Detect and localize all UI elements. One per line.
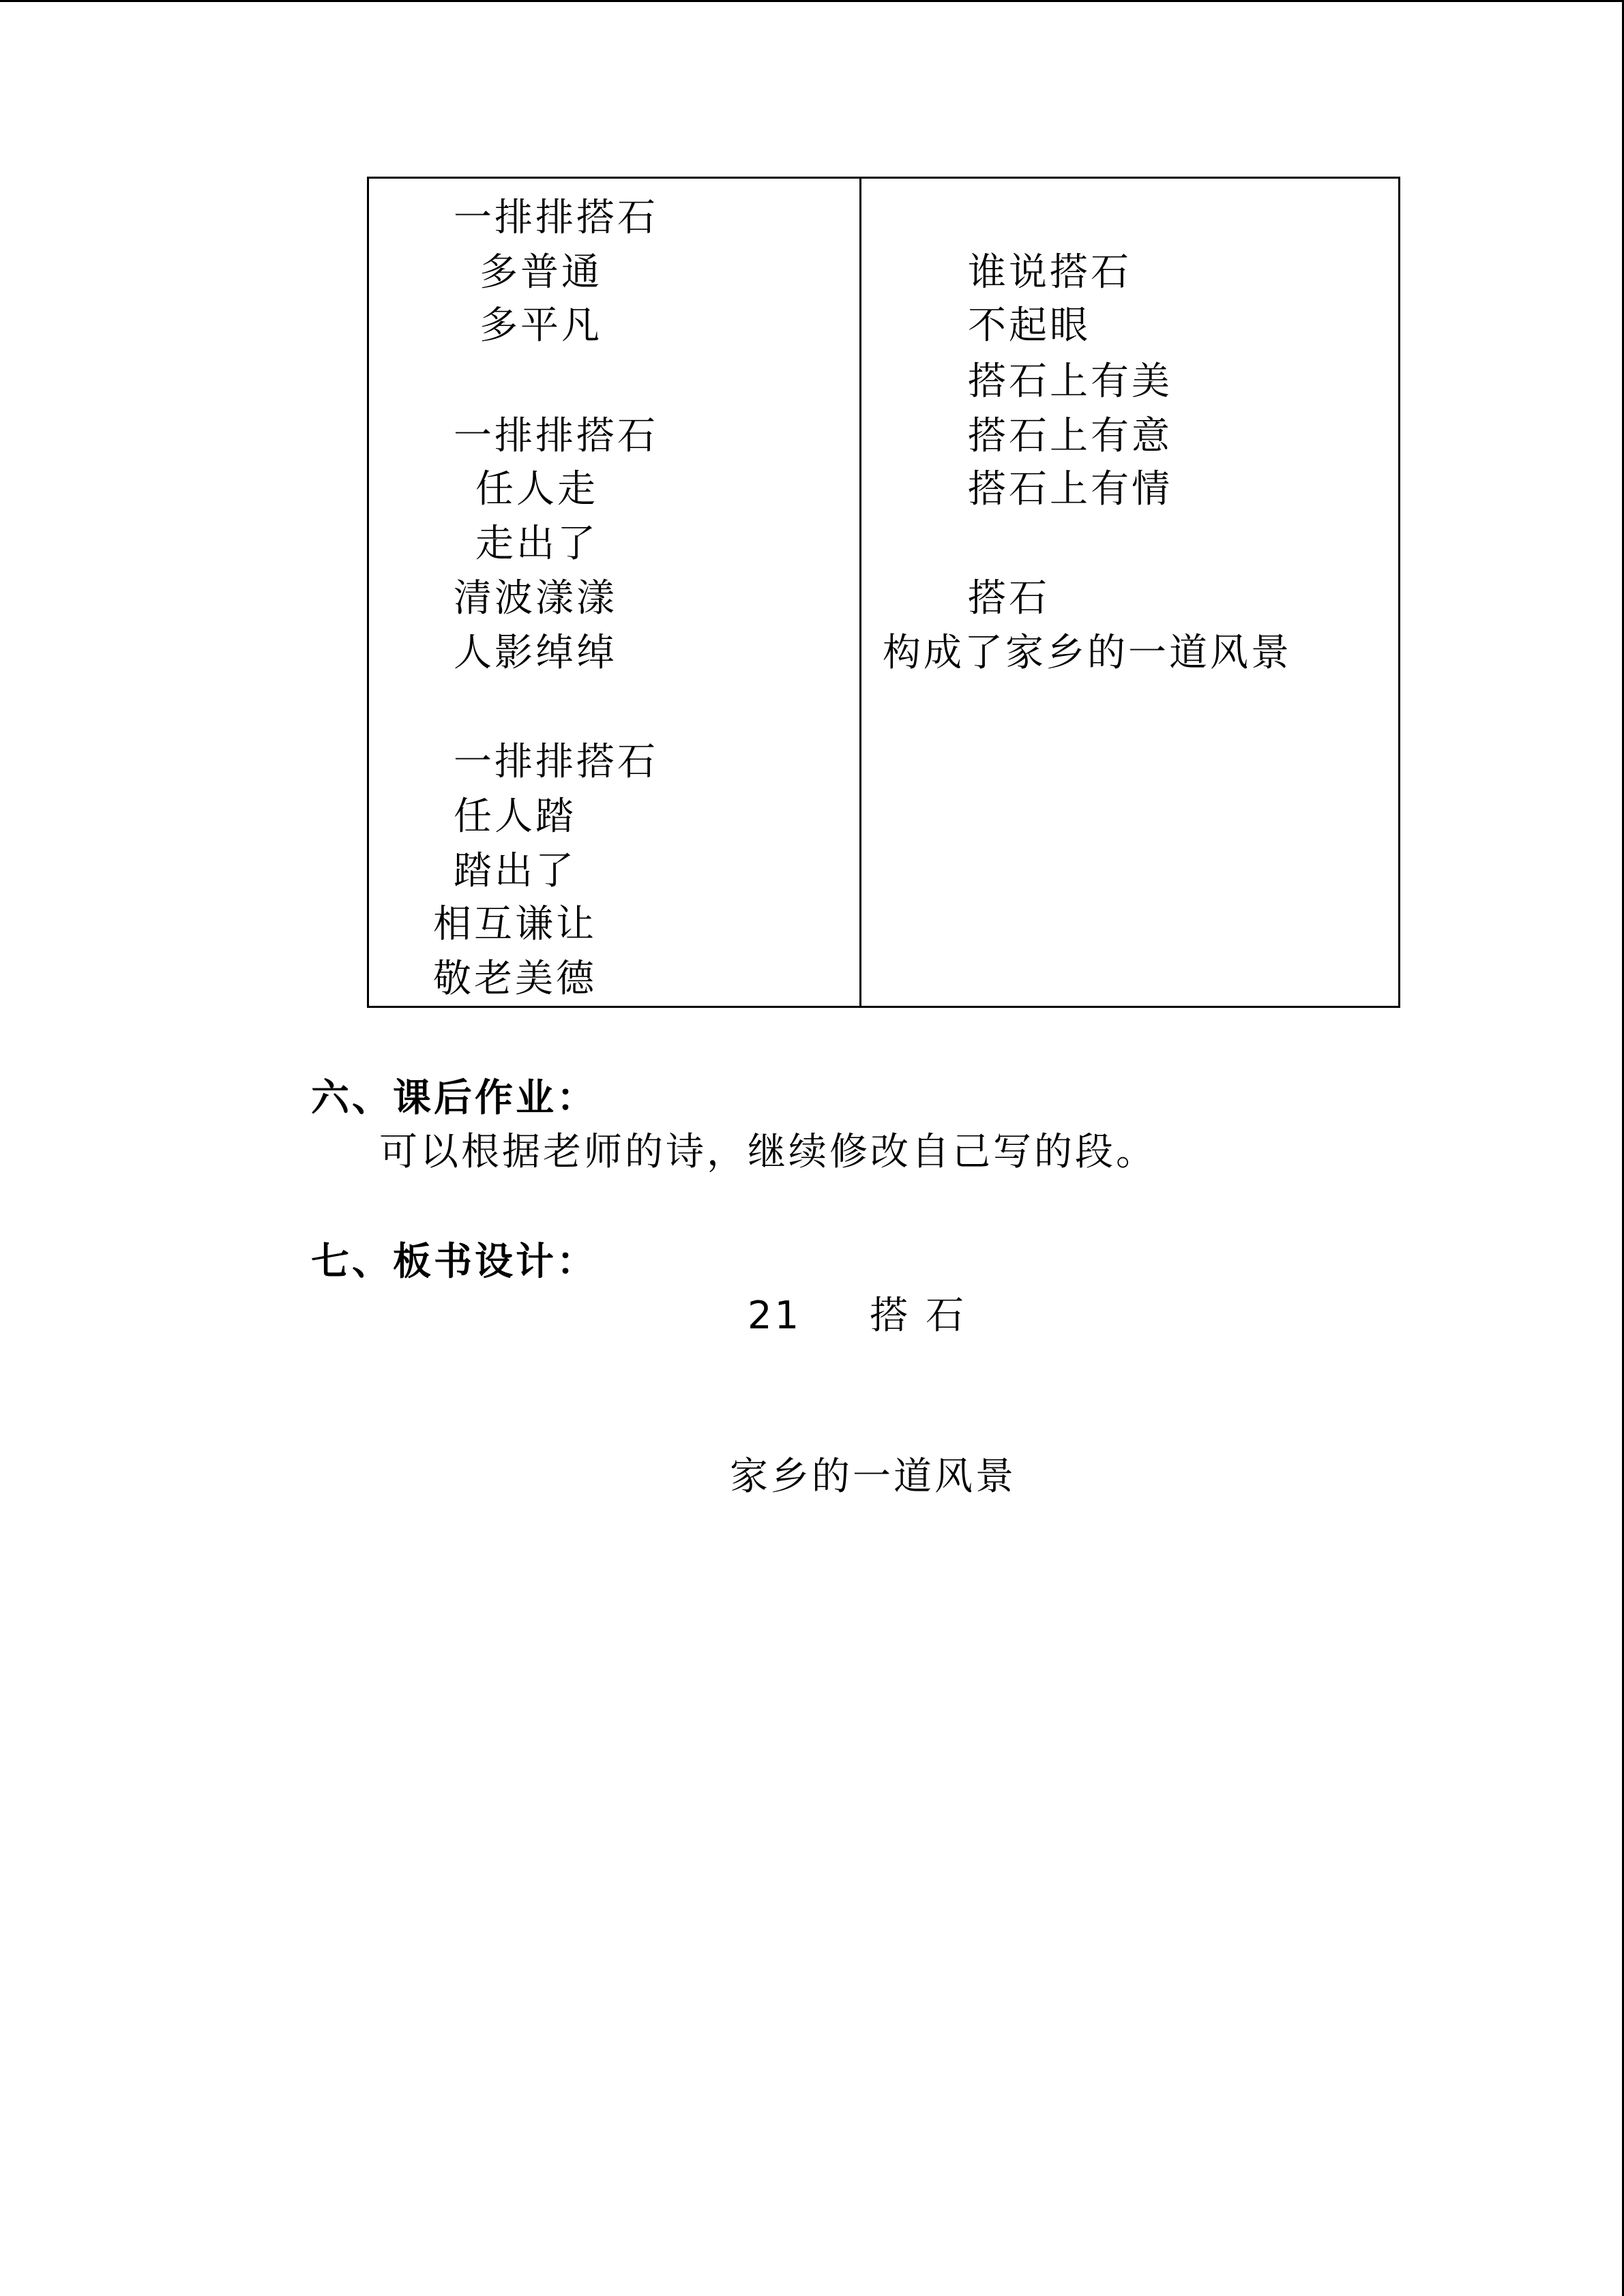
left-line-12: 相互谦让 bbox=[433, 902, 597, 946]
right-line-4: 搭石上有意 bbox=[968, 414, 1172, 458]
section7-heading: 七、板书设计： bbox=[311, 1239, 597, 1284]
left-line-8: 人影绰绰 bbox=[454, 631, 617, 675]
board-title: 搭 石 bbox=[870, 1294, 967, 1338]
board-title-line bbox=[748, 1289, 966, 1343]
section6-text: 可以根据老师的诗，继续修改自己写的段。 bbox=[379, 1130, 1157, 1174]
left-line-3: 多平凡 bbox=[479, 303, 602, 348]
left-line-5: 任人走 bbox=[475, 467, 598, 511]
right-line-6: 搭石 bbox=[968, 576, 1050, 621]
board-subtitle: 家乡的一道风景 bbox=[730, 1455, 1016, 1499]
left-line-13: 敬老美德 bbox=[433, 957, 597, 1001]
left-line-1: 一排排搭石 bbox=[454, 196, 658, 240]
poem-table bbox=[367, 177, 1400, 1008]
right-line-1: 谁说搭石 bbox=[968, 250, 1132, 295]
left-line-7: 清波漾漾 bbox=[454, 576, 617, 621]
page-top-border bbox=[0, 0, 1624, 2]
left-line-9: 一排排搭石 bbox=[454, 740, 658, 784]
left-line-11: 踏出了 bbox=[454, 849, 576, 893]
left-line-6: 走出了 bbox=[475, 522, 598, 566]
left-line-2: 多普通 bbox=[479, 250, 602, 295]
right-line-7: 构成了家乡的一道风景 bbox=[883, 631, 1292, 675]
left-line-4: 一排排搭石 bbox=[454, 414, 658, 458]
left-line-10: 任人踏 bbox=[454, 794, 576, 839]
right-line-5: 搭石上有情 bbox=[968, 467, 1172, 511]
section6-heading: 六、课后作业： bbox=[311, 1075, 597, 1120]
right-line-3: 搭石上有美 bbox=[968, 359, 1172, 404]
right-line-2: 不起眼 bbox=[968, 303, 1091, 348]
table-column-divider bbox=[859, 179, 861, 1006]
board-lesson-number: 21 bbox=[748, 1294, 802, 1338]
